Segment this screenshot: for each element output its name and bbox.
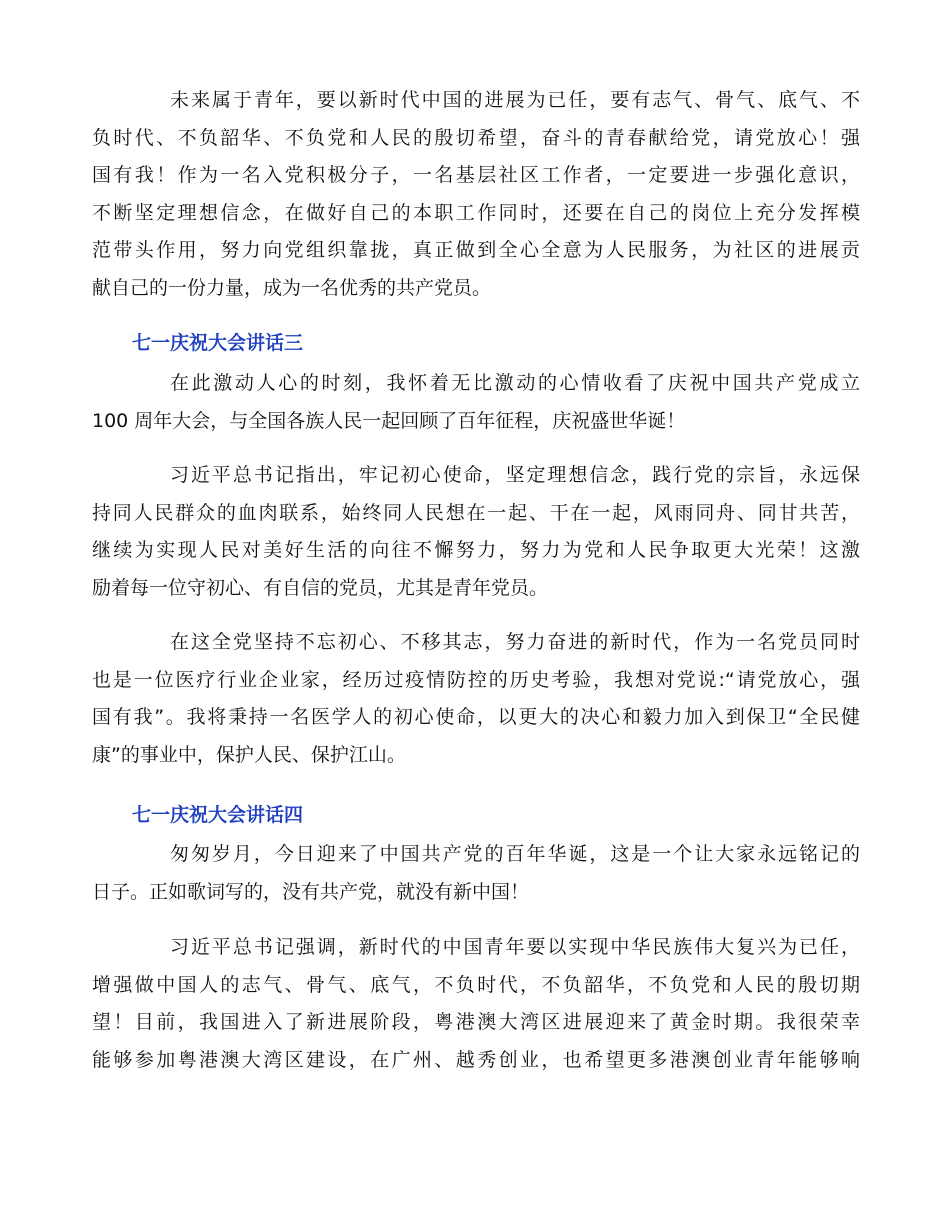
section-heading: 七一庆祝大会讲话三 [132,332,304,354]
paragraph [92,836,860,911]
text-line: 增强做中国人的志气、骨气、底气，不负时代，不负韶华，不负党和人民的殷切期 [92,973,860,996]
paragraph [92,365,860,440]
text-line: 在此激动人心的时刻，我怀着无比激动的心情收看了庆祝中国共产党成立 [170,372,860,394]
text-line: 国有我！作为一名入党积极分子，一名基层社区工作者，一定要进一步强化意识， [92,164,860,186]
text-line: 范带头作用，努力向党组织靠拢，真正做到全心全意为人民服务，为社区的进展贡 [92,239,860,261]
text-line: 负时代、不负韶华、不负党和人民的殷切希望，奋斗的青春献给党，请党放心！强 [92,126,860,149]
text-line: 100 周年大会，与全国各族人民一起回顾了百年征程，庆祝盛世华诞！ [92,409,686,432]
text-line: 不断坚定理想信念，在做好自己的本职工作同时，还要在自己的岗位上充分发挥模 [92,201,860,224]
text-line: 国有我”。我将秉持一名医学人的初心使命，以更大的决心和毅力加入到保卫“全民健 [92,706,860,728]
text-line: 未来属于青年，要以新时代中国的进展为已任，要有志气、骨气、底气、不 [170,89,860,111]
section-heading: 七一庆祝大会讲话四 [132,804,304,826]
text-line: 日子。正如歌词写的，没有共产党，就没有新中国！ [92,880,530,903]
text-line: 在这全党坚持不忘初心、不移其志，努力奋进的新时代，作为一名党员同时 [170,631,860,653]
text-line: 继续为实现人民对美好生活的向往不懈努力，努力为党和人民争取更大光荣！这激 [92,539,860,561]
text-line: 习近平总书记指出，牢记初心使命，坚定理想信念，践行党的宗旨，永远保 [170,464,860,486]
text-line: 匆匆岁月，今日迎来了中国共产党的百年华诞，这是一个让大家永远铭记的 [170,843,860,865]
text-line: 献自己的一份力量，成为一名优秀的共产党员。 [92,276,492,299]
text-line: 望！目前，我国进入了新进展阶段，粤港澳大湾区进展迎来了黄金时期。我很荣幸 [92,1011,860,1033]
text-line: 也是一位医疗行业企业家，经历过疫情防控的历史考验，我想对党说:“请党放心，强 [92,668,860,691]
text-line: 习近平总书记强调，新时代的中国青年要以实现中华民族伟大复兴为已任， [170,936,860,958]
paragraph [92,929,860,1079]
paragraph [92,624,860,774]
text-line: 能够参加粤港澳大湾区建设，在广州、越秀创业，也希望更多港澳创业青年能够响 [92,1048,860,1071]
paragraph [92,457,860,607]
text-line: 康”的事业中，保护人民、保护江山。 [92,743,406,766]
text-line: 励着每一位守初心、有自信的党员，尤其是青年党员。 [92,576,549,599]
text-line: 持同人民群众的血肉联系，始终同人民想在一起、干在一起，风雨同舟、同甘共苦， [92,501,860,524]
paragraph [92,82,860,307]
